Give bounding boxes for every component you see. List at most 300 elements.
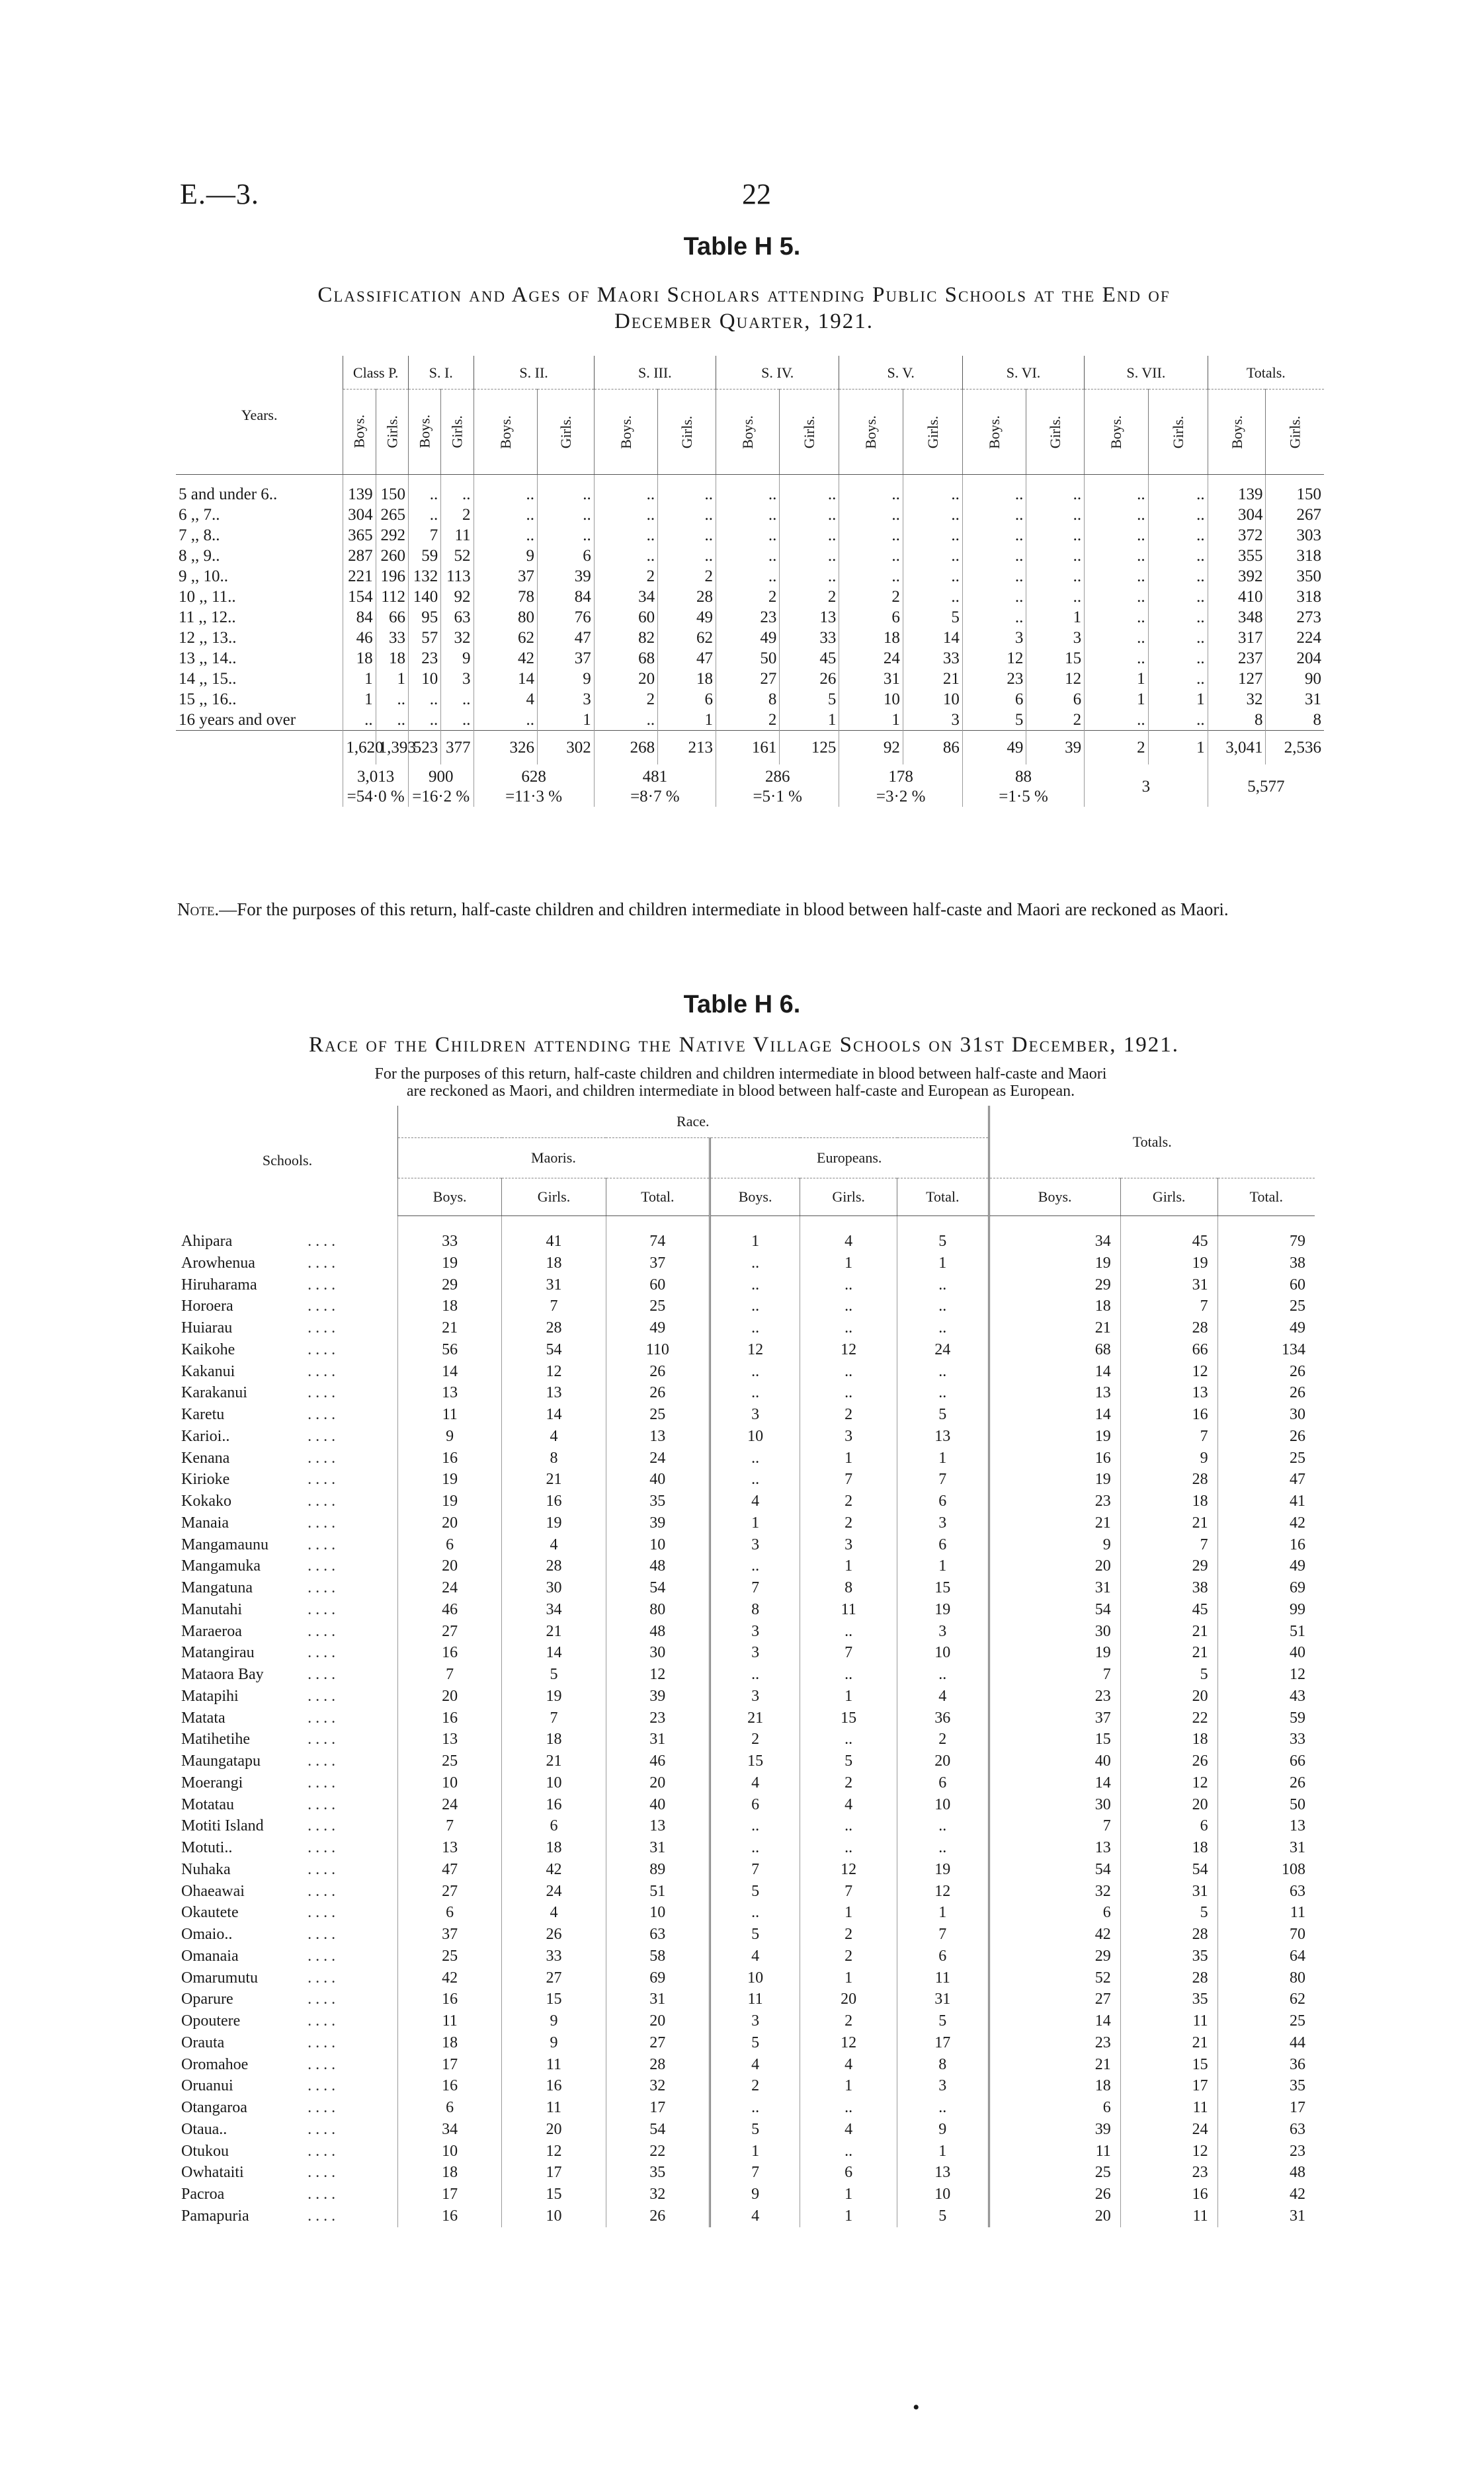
data-cell: 1 (897, 1555, 989, 1577)
age-range-label: 16 years and over (179, 711, 296, 729)
data-cell: 39 (537, 566, 594, 587)
school-name: Opoutere (181, 2012, 241, 2030)
data-cell: .. (780, 525, 839, 546)
data-cell: 14 (989, 1404, 1120, 1426)
data-cell: 19 (502, 1512, 606, 1534)
data-cell: 1 (800, 1902, 897, 1924)
table-row (177, 2032, 1315, 2054)
data-cell: .. (710, 1555, 800, 1577)
table-row (177, 1404, 1315, 1426)
data-cell: .. (710, 1361, 800, 1383)
rotated-label: Boys. (986, 415, 1003, 449)
data-cell: 1 (839, 710, 903, 731)
data-cell: 21 (397, 1317, 501, 1339)
leader-dots: . . . . (308, 1904, 336, 1922)
data-cell: .. (408, 475, 440, 505)
data-cell: 10 (897, 1642, 989, 1664)
table-row (176, 475, 1324, 505)
age-range-label: 5 and under 6.. (179, 485, 278, 503)
data-cell: 15 (1026, 648, 1085, 669)
group-total-cell (716, 764, 839, 807)
data-cell: 23 (1217, 2141, 1315, 2162)
data-cell: 4 (502, 1902, 606, 1924)
data-cell: 1 (800, 1555, 897, 1577)
data-cell: 23 (1120, 2162, 1217, 2184)
data-cell: 46 (606, 1750, 710, 1772)
data-cell: .. (1085, 566, 1148, 587)
data-cell: 16 (1120, 1404, 1217, 1426)
data-cell: 19 (989, 1642, 1120, 1664)
data-cell: 9 (474, 546, 537, 566)
data-cell: 15 (800, 1707, 897, 1729)
data-cell: .. (1148, 607, 1208, 628)
data-cell: 37 (537, 648, 594, 669)
data-cell: 12 (1120, 1772, 1217, 1794)
data-cell: .. (780, 566, 839, 587)
data-cell: 7 (710, 1577, 800, 1599)
data-cell: 4 (710, 2205, 800, 2227)
data-cell: .. (897, 1317, 989, 1339)
data-cell: 9 (441, 648, 474, 669)
leader-dots: . . . . (308, 1882, 336, 1900)
data-cell: 348 (1208, 607, 1266, 628)
data-cell: 30 (1217, 1404, 1315, 1426)
table-row (177, 1296, 1315, 1317)
data-cell: 58 (606, 1946, 710, 1967)
data-cell: 5 (502, 1664, 606, 1686)
school-name: Motuti.. (181, 1839, 233, 1856)
data-cell: 63 (606, 1924, 710, 1946)
table-row (177, 1555, 1315, 1577)
data-cell: 9 (502, 2032, 606, 2054)
data-cell: 32 (989, 1881, 1120, 1903)
leader-dots: . . . . (308, 1839, 336, 1856)
data-cell: 59 (1217, 1707, 1315, 1729)
total-cell: 268 (594, 731, 657, 765)
data-cell: 10 (897, 1794, 989, 1816)
data-cell: 1 (800, 1253, 897, 1274)
data-cell: 16 (989, 1448, 1120, 1469)
data-cell: 1 (343, 689, 376, 710)
data-cell: .. (710, 1837, 800, 1859)
maoris-header: Maoris. (397, 1138, 710, 1178)
data-cell: 110 (606, 1339, 710, 1361)
leader-dots: . . . . (308, 1276, 336, 1294)
data-cell: .. (897, 2097, 989, 2119)
data-cell: 13 (1120, 1382, 1217, 1404)
data-cell: 1 (1148, 689, 1208, 710)
group-total-cell (1208, 764, 1324, 807)
data-cell: .. (1085, 475, 1148, 505)
table-row (177, 2162, 1315, 2184)
leader-dots: . . . . (308, 1427, 336, 1445)
data-cell: 372 (1208, 525, 1266, 546)
data-cell: 37 (397, 1924, 501, 1946)
data-cell: 29 (989, 1946, 1120, 1967)
data-cell: 54 (989, 1599, 1120, 1621)
leader-dots: . . . . (308, 1557, 336, 1575)
data-cell: 304 (1208, 505, 1266, 525)
data-cell: 1 (897, 2141, 989, 2162)
group-header: Totals. (1208, 356, 1324, 390)
total-cell: 377 (441, 731, 474, 765)
data-cell: .. (716, 566, 779, 587)
data-cell: 74 (606, 1216, 710, 1253)
data-cell: 25 (397, 1946, 501, 1967)
data-cell: 31 (606, 1989, 710, 2010)
data-cell: 13 (397, 1382, 501, 1404)
data-cell: 6 (800, 2162, 897, 2184)
data-cell: 113 (441, 566, 474, 587)
school-name: Oromahoe (181, 2055, 249, 2073)
data-cell: 35 (1120, 1989, 1217, 2010)
data-cell: 82 (594, 628, 657, 648)
data-cell: 2 (441, 505, 474, 525)
data-cell: 7 (800, 1881, 897, 1903)
total-cell: 326 (474, 731, 537, 765)
data-cell: 7 (397, 1664, 501, 1686)
leader-dots: . . . . (308, 2142, 336, 2160)
data-cell: .. (839, 505, 903, 525)
rotated-label: Girls. (1169, 415, 1186, 448)
data-cell: 1 (343, 669, 376, 689)
data-cell: .. (658, 525, 716, 546)
data-cell: 287 (343, 546, 376, 566)
data-cell: 25 (1217, 2010, 1315, 2032)
total-cell: 161 (716, 731, 779, 765)
data-cell: 140 (408, 587, 440, 607)
data-cell: 37 (606, 1253, 710, 1274)
data-cell: 6 (537, 546, 594, 566)
data-cell: 5 (903, 607, 962, 628)
data-cell: 10 (839, 689, 903, 710)
group-total-cell (408, 764, 474, 807)
data-cell: 44 (1217, 2032, 1315, 2054)
data-cell: 50 (1217, 1794, 1315, 1816)
data-cell: 224 (1266, 628, 1324, 648)
rotated-label: Boys. (1228, 415, 1245, 449)
table-row (177, 1772, 1315, 1794)
data-cell: 304 (343, 505, 376, 525)
school-name: Karakanui (181, 1384, 247, 1402)
group-total-cell (343, 764, 409, 807)
data-cell: .. (716, 525, 779, 546)
data-cell: 20 (397, 1555, 501, 1577)
data-cell: 265 (376, 505, 408, 525)
data-cell: 48 (606, 1621, 710, 1643)
table-row (176, 587, 1324, 607)
data-cell: 26 (1217, 1772, 1315, 1794)
leader-dots: . . . . (308, 2207, 336, 2225)
data-cell: .. (897, 1837, 989, 1859)
leader-dots: . . . . (308, 1644, 336, 1662)
data-cell: .. (962, 587, 1026, 607)
col-total-header: Total. (1217, 1178, 1315, 1216)
data-cell: .. (897, 1815, 989, 1837)
data-cell: 23 (989, 1491, 1120, 1512)
col-girls-header: Girls. (1120, 1178, 1217, 1216)
data-cell: 50 (716, 648, 779, 669)
data-cell: 27 (989, 1989, 1120, 2010)
leader-dots: . . . . (308, 1600, 336, 1618)
girls-col-header (780, 390, 839, 475)
data-cell: 21 (1120, 1642, 1217, 1664)
data-cell: 26 (780, 669, 839, 689)
page-number: 22 (742, 178, 771, 210)
data-cell: .. (716, 546, 779, 566)
data-cell: 12 (710, 1339, 800, 1361)
table-h5-title-line2: December Quarter, 1921. (614, 309, 874, 333)
data-cell: 30 (989, 1794, 1120, 1816)
years-header: Years. (176, 356, 343, 475)
data-cell: 24 (502, 1881, 606, 1903)
data-cell: 11 (1120, 2010, 1217, 2032)
data-cell: 19 (397, 1469, 501, 1491)
data-cell: 12 (800, 1339, 897, 1361)
data-cell: 21 (1120, 2032, 1217, 2054)
rotated-label: Boys. (862, 415, 880, 449)
data-cell: 7 (397, 1815, 501, 1837)
school-name: Mataora Bay (181, 1666, 264, 1683)
data-cell: .. (1085, 628, 1148, 648)
girls-col-header (376, 390, 408, 475)
data-cell: .. (710, 1448, 800, 1469)
data-cell: 28 (502, 1555, 606, 1577)
girls-col-header (537, 390, 594, 475)
table-row (176, 566, 1324, 587)
data-cell: .. (839, 525, 903, 546)
data-cell: .. (1148, 669, 1208, 689)
data-cell: 4 (800, 1216, 897, 1253)
data-cell: 14 (903, 628, 962, 648)
data-cell: .. (710, 1317, 800, 1339)
data-cell: 317 (1208, 628, 1266, 648)
data-cell: 3 (897, 2075, 989, 2097)
group-total-value: 88 (1015, 768, 1032, 786)
data-cell: 21 (1120, 1621, 1217, 1643)
data-cell: 292 (376, 525, 408, 546)
data-cell: 3 (897, 1512, 989, 1534)
data-cell: 5 (897, 2010, 989, 2032)
leader-dots: . . . . (308, 1795, 336, 1813)
data-cell: 26 (1217, 1361, 1315, 1383)
data-cell: 26 (502, 1924, 606, 1946)
totals-header: Totals. (989, 1106, 1315, 1178)
data-cell: 6 (989, 2097, 1120, 2119)
data-cell: 25 (989, 2162, 1120, 2184)
data-cell: 28 (658, 587, 716, 607)
table-row (176, 710, 1324, 731)
data-cell: 35 (606, 2162, 710, 2184)
data-cell: 3 (710, 1534, 800, 1556)
data-cell: 8 (1266, 710, 1324, 731)
data-cell: 350 (1266, 566, 1324, 587)
leader-dots: . . . . (308, 1709, 336, 1727)
data-cell: 17 (1217, 2097, 1315, 2119)
data-cell: .. (710, 1296, 800, 1317)
data-cell: 45 (1120, 1216, 1217, 1253)
data-cell: .. (658, 475, 716, 505)
data-cell: .. (800, 1621, 897, 1643)
data-cell: .. (903, 505, 962, 525)
data-cell: 12 (502, 1361, 606, 1383)
data-cell: 3 (710, 2010, 800, 2032)
data-cell: .. (1148, 566, 1208, 587)
table-row (177, 1491, 1315, 1512)
table-row (177, 1967, 1315, 1989)
table-row (176, 546, 1324, 566)
data-cell: 2 (594, 566, 657, 587)
data-cell: 7 (800, 1469, 897, 1491)
data-cell: 12 (1026, 669, 1085, 689)
data-cell: 20 (594, 669, 657, 689)
girls-col-header (903, 390, 962, 475)
data-cell: 13 (502, 1382, 606, 1404)
table-row (177, 1469, 1315, 1491)
girls-col-header (1266, 390, 1324, 475)
data-cell: 40 (606, 1469, 710, 1491)
data-cell: 22 (606, 2141, 710, 2162)
girls-col-header (441, 390, 474, 475)
group-percentage: =5·1 % (753, 788, 802, 805)
data-cell: .. (376, 689, 408, 710)
data-cell: .. (962, 505, 1026, 525)
data-cell: 37 (474, 566, 537, 587)
data-cell: .. (710, 1815, 800, 1837)
school-name: Kenana (181, 1449, 230, 1467)
data-cell: 14 (474, 669, 537, 689)
group-header: S. V. (839, 356, 962, 390)
school-name: Maungatapu (181, 1752, 261, 1770)
data-cell: 3 (800, 1534, 897, 1556)
data-cell: 62 (474, 628, 537, 648)
table-row (177, 2054, 1315, 2076)
data-cell: 52 (989, 1967, 1120, 1989)
data-cell: 60 (594, 607, 657, 628)
data-cell: 62 (1217, 1989, 1315, 2010)
age-range-label: 11 ,, 12.. (179, 608, 236, 626)
data-cell: 15 (502, 2184, 606, 2205)
data-cell: 18 (502, 1729, 606, 1750)
data-cell: 3 (441, 669, 474, 689)
data-cell: 3 (710, 1404, 800, 1426)
data-cell: 24 (397, 1577, 501, 1599)
data-cell: 11 (800, 1599, 897, 1621)
data-cell: 23 (962, 669, 1026, 689)
age-range-label: 14 ,, 15.. (179, 670, 237, 688)
table-row (176, 525, 1324, 546)
data-cell: 25 (397, 1750, 501, 1772)
data-cell: 40 (606, 1794, 710, 1816)
data-cell: 14 (989, 1772, 1120, 1794)
data-cell: 6 (397, 1902, 501, 1924)
data-cell: 3 (537, 689, 594, 710)
age-range-label: 6 ,, 7.. (179, 506, 220, 524)
data-cell: 8 (716, 689, 779, 710)
data-cell: 54 (1120, 1859, 1217, 1881)
age-range-label: 15 ,, 16.. (179, 690, 237, 708)
leader-dots: . . . . (308, 1774, 336, 1791)
table-row (177, 1686, 1315, 1707)
table-row (177, 1512, 1315, 1534)
data-cell: 34 (502, 1599, 606, 1621)
rotated-label: Boys. (1108, 415, 1125, 449)
data-cell: 4 (897, 1686, 989, 1707)
school-name: Matapihi (181, 1687, 239, 1705)
school-name: Owhataiti (181, 2164, 244, 2182)
data-cell: 11 (989, 2141, 1120, 2162)
group-header: S. VI. (962, 356, 1084, 390)
data-cell: 43 (1217, 1686, 1315, 1707)
data-cell: 28 (502, 1317, 606, 1339)
school-name: Oruanui (181, 2077, 233, 2095)
table-h6 (177, 1106, 1315, 2227)
data-cell: 19 (989, 1253, 1120, 1274)
school-name: Okautete (181, 1904, 239, 1922)
leader-dots: . . . . (308, 2077, 336, 2095)
school-name: Otaua.. (181, 2120, 227, 2138)
data-cell: .. (343, 710, 376, 731)
data-cell: 12 (1217, 1664, 1315, 1686)
data-cell: .. (1026, 587, 1085, 607)
data-cell: 21 (989, 2054, 1120, 2076)
data-cell: 95 (408, 607, 440, 628)
data-cell: 108 (1217, 1859, 1315, 1881)
school-name: Motiti Island (181, 1817, 264, 1835)
data-cell: .. (594, 546, 657, 566)
data-cell: 6 (897, 1534, 989, 1556)
data-cell: 112 (376, 587, 408, 607)
table-row (177, 2097, 1315, 2119)
data-cell: 90 (1266, 669, 1324, 689)
leader-dots: . . . . (308, 1991, 336, 2008)
table-row (177, 2184, 1315, 2205)
leader-dots: . . . . (308, 1340, 336, 1358)
data-cell: 7 (897, 1469, 989, 1491)
school-name: Moerangi (181, 1774, 243, 1791)
data-cell: 11 (502, 2097, 606, 2119)
total-cell: 523 (408, 731, 440, 765)
rotated-label: Girls. (1047, 415, 1064, 448)
data-cell: 25 (606, 1296, 710, 1317)
data-cell: .. (710, 1253, 800, 1274)
data-cell: 35 (606, 1491, 710, 1512)
leader-dots: . . . . (308, 2012, 336, 2030)
data-cell: 45 (780, 648, 839, 669)
data-cell: 31 (1217, 1837, 1315, 1859)
data-cell: .. (1148, 546, 1208, 566)
leader-dots: . . . . (308, 1622, 336, 1640)
total-cell: 49 (962, 731, 1026, 765)
data-cell: 24 (606, 1448, 710, 1469)
table-row (177, 1361, 1315, 1383)
data-cell: 8 (1208, 710, 1266, 731)
school-name: Huiarau (181, 1319, 233, 1337)
data-cell: 3 (903, 710, 962, 731)
data-cell: 273 (1266, 607, 1324, 628)
rotated-label: Girls. (1286, 415, 1303, 448)
data-cell: 13 (897, 1426, 989, 1448)
data-cell: .. (537, 475, 594, 505)
boys-col-header (962, 390, 1026, 475)
data-cell: 21 (1120, 1512, 1217, 1534)
data-cell: 21 (989, 1317, 1120, 1339)
data-cell: 14 (989, 2010, 1120, 2032)
data-cell: .. (474, 505, 537, 525)
leader-dots: . . . . (308, 1254, 336, 1272)
data-cell: .. (474, 710, 537, 731)
data-cell: 68 (594, 648, 657, 669)
